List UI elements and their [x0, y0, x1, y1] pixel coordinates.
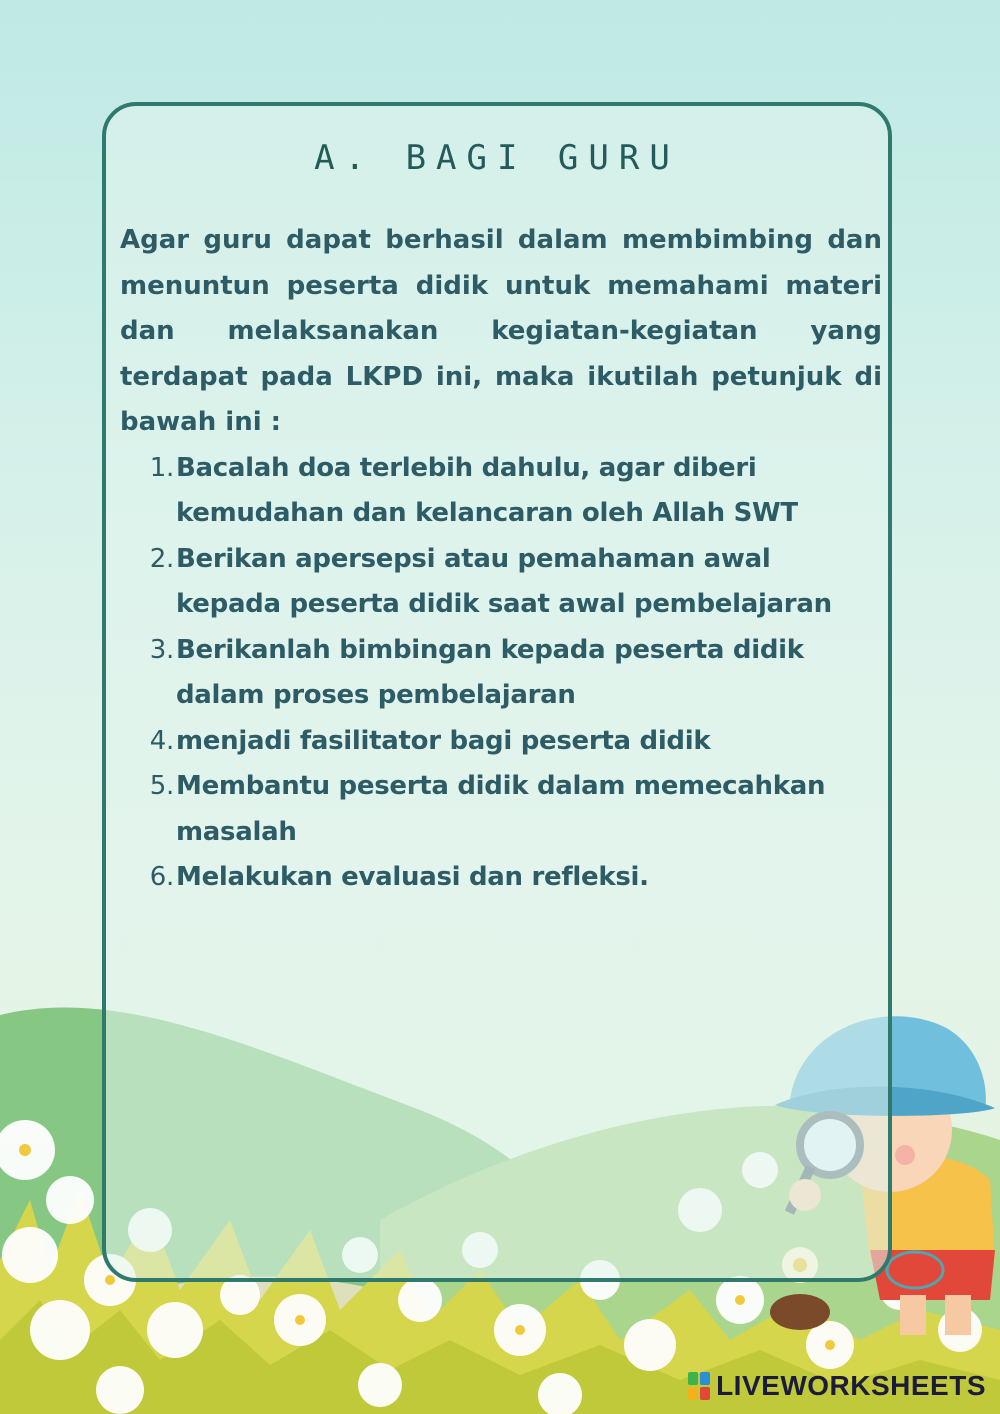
watermark-text: LIVEWORKSHEETS [716, 1370, 986, 1401]
list-item [120, 537, 882, 628]
steps-list [120, 446, 882, 901]
list-item [120, 855, 882, 901]
page-title: A. BAGI GURU [314, 138, 680, 178]
instruction-content [120, 218, 882, 901]
liveworksheets-watermark [688, 1370, 986, 1402]
step-number: 2. [149, 543, 174, 574]
list-item [120, 719, 882, 765]
step-text: Melakukan evaluasi dan refleksi. [176, 862, 649, 892]
list-item [120, 446, 882, 537]
step-text: menjadi fasilitator bagi peserta didik [176, 725, 711, 756]
step-text: Berikanlah bimbingan kepada peserta didik dalam proses pembelajaran [176, 634, 804, 710]
list-item [120, 628, 882, 719]
step-text: Membantu peserta didik dalam memecahkan masalah [176, 771, 826, 847]
step-text: Berikan apersepsi atau pemahaman awal kepada peserta didik saat awal pembelajaran [176, 543, 832, 619]
step-number: 4. [149, 725, 174, 756]
intro-paragraph: Agar guru dapat berhasil dalam membimbing dan menuntun peserta didik untuk memahami materi dan melaksanakan kegiatan-kegiatan yang terdapat pada LKPD ini, maka ikutilah petunjuk di bawah ini : [120, 225, 882, 437]
step-number: 5. [149, 771, 174, 801]
step-number: 3. [149, 634, 174, 665]
liveworksheets-logo-icon [688, 1372, 710, 1400]
step-text: Bacalah doa terlebih dahulu, agar diberi kemudahan dan kelancaran oleh Allah SWT [176, 452, 798, 528]
step-number: 6. [149, 862, 174, 892]
list-item [120, 764, 882, 855]
step-number: 1. [149, 452, 174, 483]
